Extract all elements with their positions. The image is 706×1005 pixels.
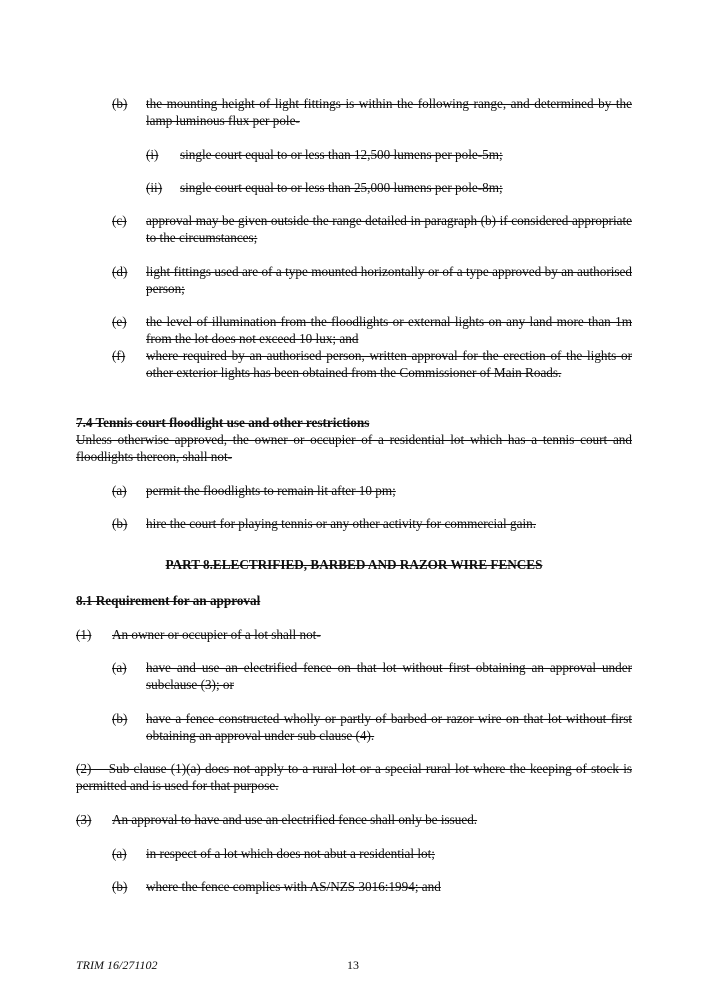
clause-3-text: An approval to have and use an electrified fence shall only be issued. [112, 812, 478, 827]
item-c-label: (c) [112, 213, 127, 228]
footer-trim-reference: TRIM 16/271102 [76, 958, 158, 972]
item-d-text: light fittings used are of a type mounted horizontally or of a type approved by an authorised person; [146, 264, 632, 296]
item-b-label: (b) [112, 96, 128, 111]
section-8-1-heading: 8.1 Requirement for an approval [76, 593, 261, 608]
clause-3-label: (3) [76, 812, 92, 827]
section-7-4-heading: 7.4 Tennis court floodlight use and other restrictions [76, 415, 370, 430]
clause-1b-text: have a fence constructed wholly or partly of barbed or razor wire on that lot without first obtaining an approval under sub clause (4). [146, 711, 632, 743]
item-b-i-text: single court equal to or less than 12,500 lumens per pole-5m; [180, 147, 503, 162]
clause-1-label: (1) [76, 627, 92, 642]
clause-1-text: An owner or occupier of a lot shall not- [112, 627, 321, 642]
item-b-text: the mounting height of light fittings is within the following range, and determined by the lamp luminous flux per pole- [146, 96, 632, 128]
item-b-ii-label: (ii) [146, 180, 163, 195]
clause-1b-label: (b) [112, 711, 128, 726]
clause-3a-text: in respect of a lot which does not abut a residential lot; [146, 846, 435, 861]
clause-1a-label: (a) [112, 660, 127, 675]
clause-1a-text: have and use an electrified fence on that lot without first obtaining an approval under subclause (3); or [146, 660, 632, 692]
item-e-label: (e) [112, 314, 127, 329]
clause-2-text: (2) Sub clause (1)(a) does not apply to a rural lot or a special rural lot where the keeping of stock is permitted and is used for that purpose. [76, 761, 632, 793]
item-e-text: the level of illumination from the floodlights or external lights on any land more than 1m from the lot does not exceed 10 lux; and [146, 314, 632, 346]
clause-3b-label: (b) [112, 879, 128, 894]
section-7-4-b-label: (b) [112, 516, 128, 531]
item-f-label: (f) [112, 348, 126, 363]
part-8-title: PART 8.ELECTRIFIED, BARBED AND RAZOR WIRE FENCES [165, 557, 543, 572]
item-f-text: where required by an authorised person, written approval for the erection of the lights or other exterior lights has been obtained from the Commissioner of Main Roads. [146, 348, 632, 380]
clause-3a-label: (a) [112, 846, 127, 861]
section-7-4-a-text: permit the floodlights to remain lit after 10 pm; [146, 483, 396, 498]
item-b-i-label: (i) [146, 147, 159, 162]
item-c-text: approval may be given outside the range detailed in paragraph (b) if considered appropriate to the circumstances; [146, 213, 632, 245]
section-7-4-b-text: hire the court for playing tennis or any other activity for commercial gain. [146, 516, 536, 531]
section-7-4-a-label: (a) [112, 483, 127, 498]
page-number: 13 [347, 958, 359, 972]
section-7-4-intro: Unless otherwise approved, the owner or occupier of a residential lot which has a tennis court and floodlights thereon, shall not- [76, 432, 632, 464]
item-b-ii-text: single court equal to or less than 25,000 lumens per pole-8m; [180, 180, 503, 195]
item-d-label: (d) [112, 264, 128, 279]
clause-3b-text: where the fence complies with AS/NZS 3016:1994; and [146, 879, 441, 894]
